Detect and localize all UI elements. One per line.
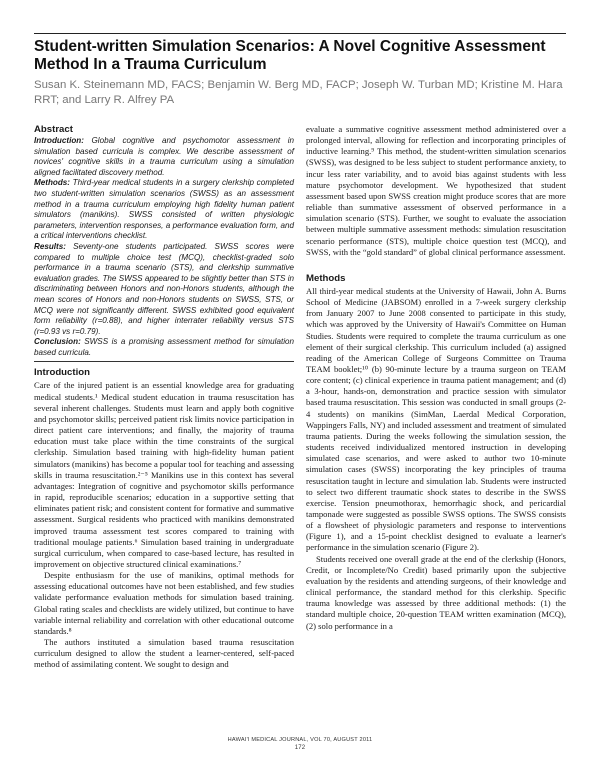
introduction-heading: Introduction	[34, 367, 90, 379]
introduction-paragraph-2: Despite enthusiasm for the use of manikins, optimal methods for assessing educational outcomes have not been established, and few studies validate performance evaluation methods for simulation based training. Global rating scales and checklists are widely utilized, but continue to have variable internal reliability and correlation with other educational outcome standards.⁸	[34, 570, 294, 636]
left-column	[34, 124, 294, 671]
methods-paragraph-1: All third-year medical students at the University of Hawaii, John A. Burns School of Medicine (JABSOM) enrolled in a 7-week surgery clerkship from January 2007 to June 2008 consented to participate in this study, which was approved by the University of Hawaii's Committee on Human Studies. Students were required to complete the trauma curriculum as one element of their surgical clerkship. This curriculum included (a) assigned reading of the American College of Surgeons Committee on Trauma TEAM booklet;¹⁰ (b) 90-minute lecture by a trauma surgeon on TEAM core content; (c) clinical experience in trauma patient management; and (d) a 3-hour, hands-on, demonstration and practice session with simulator based trauma resuscitation. This session was conducted in small groups (2-4 students) on manikins (SimMan, Laerdal Medical Corporation, Wappingers Falls, NY) and included assessment and treatment of simulated trauma patients. During the weeks following the simulation session, the students received individualized mentored instruction in developing simulated case scenarios, and were asked to author two 10-minute simulation cases (SWSS) incorporating the key principles of trauma resuscitation taught in lecture and simulation lab. Students were instructed to select two different traumatic shock states to describe in the SWSS exercise. Tension pneumothorax, hemorrhagic shock, and pericardial tamponade were suggested as possible SWSS options. The SWSS consists of a flowsheet of physiologic parameters and response to interventions (Figure 1), and a 15-point checklist designed to evaluate a learner's performance in the simulation scenario (Figure 2).	[306, 285, 566, 553]
abstract-results-label: Results:	[34, 241, 66, 251]
abstract-conclusion	[34, 337, 294, 358]
methods-heading: Methods	[306, 272, 346, 284]
article-title: Student-written Simulation Scenarios: A Novel Cognitive Assessment Method In a Trauma Curriculum	[34, 38, 546, 73]
abstract-introduction-text: Global cognitive and psychomotor assessment in simulation based curricula is complex. We describe assessment of novices' cognitive skills in a trauma curriculum using a simulation aligned facilitated discovery method.	[34, 136, 295, 177]
abstract-results-text: Seventy-one students participated. SWSS scores were compared to multiple choice test (MCQ), checklist-graded solo performance in a trauma scenario (STS), and clerkship summative evaluation grades. The SWSS appeared to be slightly better than STS in discriminating between Honors and non-Honors students, although the mean scores of Honors and non-Honors students on SWSS, STS, or MCQ were not significantly different. SWSS exhibited good equivalent form reliability (r=0.88), and higher interrater reliability versus STS (r=0.93 vs r=0.79).	[34, 241, 295, 336]
abstract-methods-text: Third-year medical students in a surgery clerkship completed two student-written simulation scenarios (SWSS) as an assessment method in a trauma curriculum employing high fidelity human patient simulators (manikins). SWSS consisted of written physiologic parameters, intervention responses, a performance evaluation form, and a critical interventions checklist.	[34, 178, 294, 241]
methods-paragraph-2: Students received one overall grade at the end of the clerkship (Honors, Credit, or Incomplete/No Credit) based primarily upon the subjective evaluation by the residents and attending surgeons, of their knowledge and clinical performance, the standard method for this clerkship. Specific trauma knowledge was assessed by three additional methods: (1) the standard multiple choice, 20-question TEAM written examination (MCQ), (2) solo performance in a	[306, 553, 566, 631]
abstract-methods	[34, 178, 294, 242]
abstract-results	[34, 242, 294, 337]
header-rule	[34, 33, 566, 34]
abstract-conclusion-text: SWSS is a promising assessment method for simulation based curricula.	[34, 337, 295, 357]
author-list: Susan K. Steinemann MD, FACS; Benjamin W. Berg MD, FACP; Joseph W. Turban MD; Kristine M. Hara RRT; and Larry R. Alfrey PA	[34, 79, 563, 106]
abstract-heading: Abstract	[34, 124, 73, 135]
introduction-paragraph-3: The authors instituted a simulation based trauma resuscitation curriculum designed to allow the student a learner-centered, self-paced method of assimilating content. We sought to design and	[34, 637, 294, 670]
abstract-conclusion-label: Conclusion:	[34, 337, 81, 347]
abstract-rule	[34, 361, 294, 362]
page-number: 172	[294, 745, 306, 751]
abstract-introduction	[34, 136, 294, 178]
right-column	[306, 124, 566, 632]
abstract-methods-label: Methods:	[34, 178, 70, 188]
introduction-paragraph-1: Care of the injured patient is an essential knowledge area for graduating medical students.¹ Medical student education in trauma resuscitation has several inherent challenges. Students must learn and apply both cognitive and psychomotor skills; perceived patient risk limits novice participation in direct patient care interventions; and finally, the majority of trauma education must take place within the time constraints of the surgical clerkship. Simulation based training with high-fidelity human patient simulators (manikins) has become a popular tool for teaching and assessing skills in trauma resuscitation.²⁻⁵ Manikins use in this context has several advantages: Integration of cognitive and psychomotor skills performance in rapid, reproducible scenarios; education in a supportive setting that eliminates patient risk; and consistent content for formative and summative assessment. Surgical residents who practiced with manikins demonstrated improved trauma assessment test scores compared to training with traditional moulage patients.⁶ Simulation based training in undergraduate surgical curriculum, when compared to case-based lecture, has resulted in improvement on objective structured clinical examinations.⁷	[34, 380, 294, 569]
journal-footer: HAWAI'I MEDICAL JOURNAL, VOL 70, AUGUST 2011	[227, 737, 373, 743]
abstract-introduction-label: Introduction:	[34, 136, 84, 145]
abstract-box	[34, 124, 294, 362]
introduction-continued-paragraph: evaluate a summative cognitive assessment method administered over a prolonged interval, allowing for reflection and incorporating principles of inductive learning.⁹ This method, the student-written simulation scenarios (SWSS), was designed to be less subject to student performance anxiety, to incur less rater variability, and to avoid bias against students with less mature psychomotor development. We hypothesized that student assessment based upon SWSS creation might produce scores that are more reliable than summative assessment of observed performance in a simulation scenario (STS). Further, we sought to evaluate the association between multiple summative assessment methods: simulation resuscitation scenario performance (STS), multiple choice question test (MCQ), and SWSS, with the “gold standard” of global clinical performance assessment.	[306, 124, 566, 257]
section-gap	[306, 258, 566, 268]
